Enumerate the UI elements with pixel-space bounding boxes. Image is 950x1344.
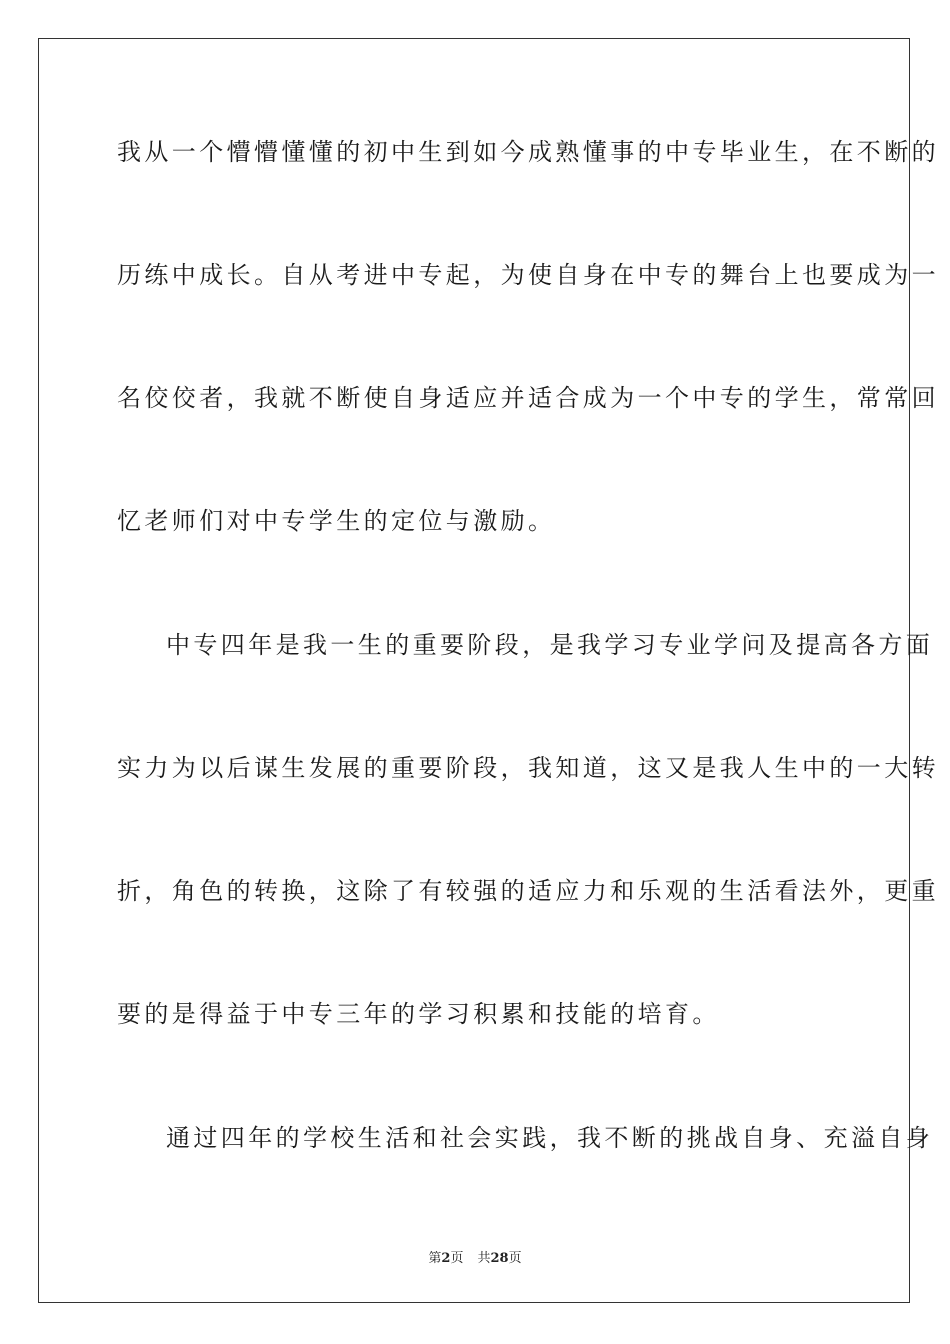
text-line-8: 要的是得益于中专三年的学习积累和技能的培育。 <box>117 1000 720 1028</box>
page-footer <box>0 1247 950 1266</box>
total-pages: 28 <box>490 1251 509 1266</box>
text-line-7: 折，角色的转换，这除了有较强的适应力和乐观的生活看法外，更重 <box>117 877 939 905</box>
text-line-4: 忆老师们对中专学生的定位与激励。 <box>117 507 556 535</box>
text-line-5: 中专四年是我一生的重要阶段，是我学习专业学问及提高各方面 <box>166 631 934 659</box>
text-line-6: 实力为以后谋生发展的重要阶段，我知道，这又是我人生中的一大转 <box>117 754 939 782</box>
page-number: 2 <box>441 1251 451 1266</box>
page-suffix: 页 <box>450 1251 464 1266</box>
total-prefix: 共 <box>477 1251 491 1266</box>
text-line-3: 名佼佼者，我就不断使自身适应并适合成为一个中专的学生，常常回 <box>117 384 939 412</box>
page-border <box>38 38 939 1303</box>
text-line-9: 通过四年的学校生活和社会实践，我不断的挑战自身、充溢自身 <box>166 1124 934 1152</box>
page-prefix: 第 <box>428 1251 442 1266</box>
text-line-1: 我从一个懵懵懂懂的初中生到如今成熟懂事的中专毕业生，在不断的 <box>117 138 939 166</box>
text-line-2: 历练中成长。自从考进中专起，为使自身在中专的舞台上也要成为一 <box>117 261 939 289</box>
total-suffix: 页 <box>508 1251 522 1266</box>
